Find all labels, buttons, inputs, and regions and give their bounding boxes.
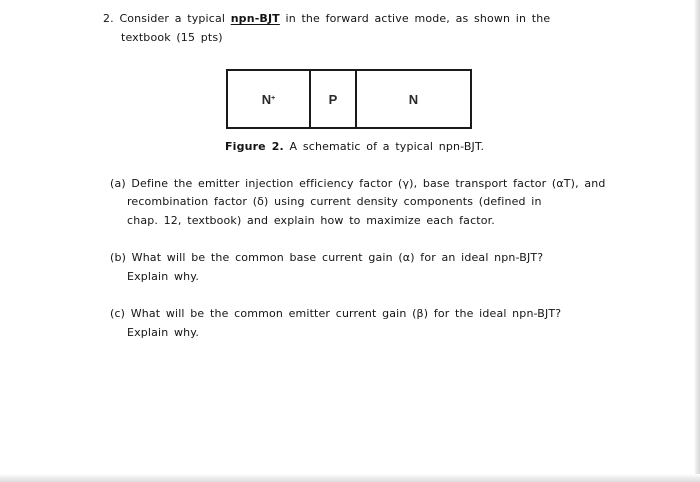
question-intro-pre: Consider a typical: [119, 12, 226, 25]
question-intro-term: npn-BJT: [230, 12, 280, 25]
emitter-doping-sup: +: [271, 94, 276, 102]
base-label: P: [328, 91, 338, 107]
part-c-line-2: Explain why.: [127, 326, 199, 339]
part-b-line-2: Explain why.: [127, 270, 199, 283]
part-a-line-3: chap. 12, textbook) and explain how to maximize each factor.: [127, 214, 495, 227]
npn-bjt-schematic: [226, 69, 472, 129]
part-b-line-1: (b) What will be the common base current gain (α) for an ideal npn-BJT?: [110, 251, 544, 264]
question-header: [103, 12, 550, 25]
emitter-region: [228, 71, 311, 127]
part-c-line-1: (c) What will be the common emitter current gain (β) for the ideal npn-BJT?: [110, 307, 562, 320]
page-edge-shadow-right: [694, 0, 700, 482]
question-intro-post: in the forward active mode, as shown in the: [285, 12, 551, 25]
question-number: 2.: [103, 12, 114, 25]
figure-caption-text: A schematic of a typical npn-BJT.: [289, 140, 485, 153]
figure-caption: [225, 140, 484, 153]
page-edge-shadow-bottom: [0, 474, 700, 482]
collector-label: N: [408, 91, 419, 107]
base-region: [311, 71, 357, 127]
figure-caption-label: Figure 2.: [225, 140, 284, 153]
part-a-line-2: recombination factor (δ) using current density components (defined in: [127, 195, 542, 208]
emitter-label: N: [261, 91, 272, 107]
collector-region: [357, 71, 470, 127]
question-header-line2: textbook (15 pts): [121, 31, 223, 44]
part-a-line-1: (a) Define the emitter injection efficiency factor (γ), base transport factor (αT), and: [110, 177, 606, 190]
